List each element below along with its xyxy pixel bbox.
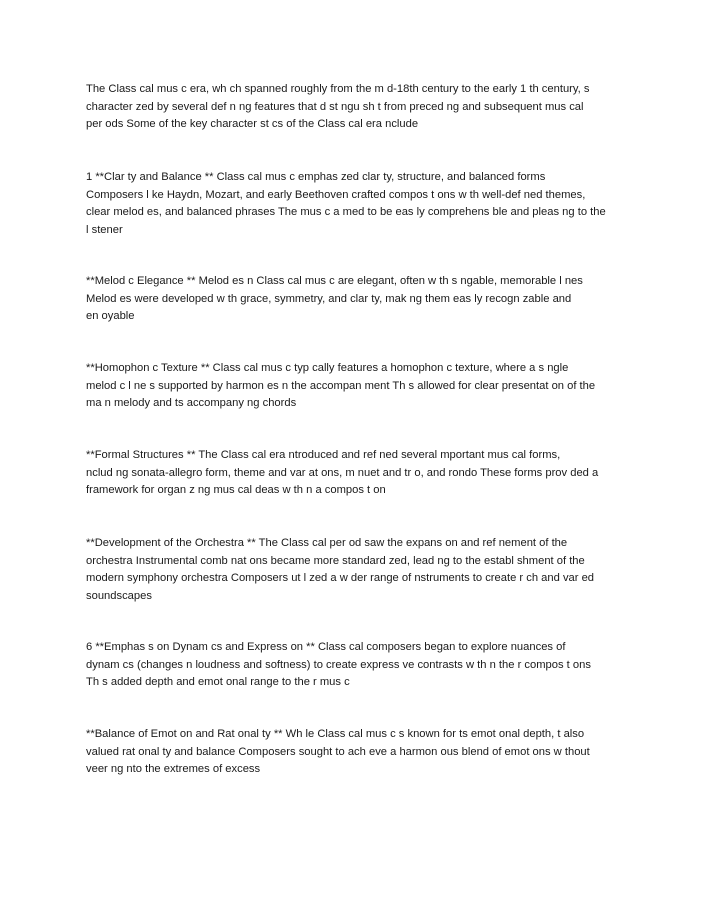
paragraph-emotion-rationality: **Balance of Emot on and Rat onal ty ** Wh le Class cal mus c s known for ts emot onal depth, t also valued rat onal ty and balance Composers sought to ach eve a harmon ous blend of emot ons w thout veer ng nto the extremes of excess bbox=[86, 728, 590, 775]
paragraph-formal-structures: **Formal Structures ** The Class cal era ntroduced and ref ned several mportant mus cal forms, nclud ng sonata-allegro form, theme and var at ons, m nuet and tr o, and rondo These forms prov ded a framework for organ z ng mus cal deas w th n a compos t on bbox=[86, 449, 599, 496]
paragraph-clarity-balance: 1 **Clar ty and Balance ** Class cal mus c emphas zed clar ty, structure, and balanced forms Composers l ke Haydn, Mozart, and early Beethoven crafted compos t ons w th well-def ned themes, clear melod es, and balanced phrases The mus c a med to be eas ly comprehens ble and pleas ng to the l stener bbox=[86, 171, 606, 236]
paragraph-homophonic-texture: **Homophon c Texture ** Class cal mus c typ cally features a homophon c texture, where a s ngle melod c l ne s supported by harmon es n the accompan ment Th s allowed for clear presentat on of the ma n melody and ts accompany ng chords bbox=[86, 362, 596, 409]
paragraph-orchestra: **Development of the Orchestra ** The Class cal per od saw the expans on and ref nement of the orchestra Instrumental comb nat ons became more standard zed, lead ng to the establ shment of the modern symphony orchestra Composers ut l zed a w der range of nstruments to create r ch and var ed soundscapes bbox=[86, 537, 595, 602]
paragraph-melodic-elegance: **Melod c Elegance ** Melod es n Class cal mus c are elegant, often w th s ngable, memorable l nes Melod es were developed w th grace, symmetry, and clar ty, mak ng them eas ly recogn zable and en oyable bbox=[86, 275, 583, 322]
paragraph-intro: The Class cal mus c era, wh ch spanned roughly from the m d-18th century to the early 1 th century, s character zed by several def n ng features that d st ngu sh t from preced ng and subsequent mus cal per ods Some of the key character st cs of the Class cal era nclude bbox=[86, 83, 590, 130]
paragraph-dynamics: 6 **Emphas s on Dynam cs and Express on ** Class cal composers began to explore nuances of dynam cs (changes n loudness and softness) to create express ve contrasts w th n the r compos t ons Th s added depth and emot onal range to the r mus c bbox=[86, 641, 591, 688]
